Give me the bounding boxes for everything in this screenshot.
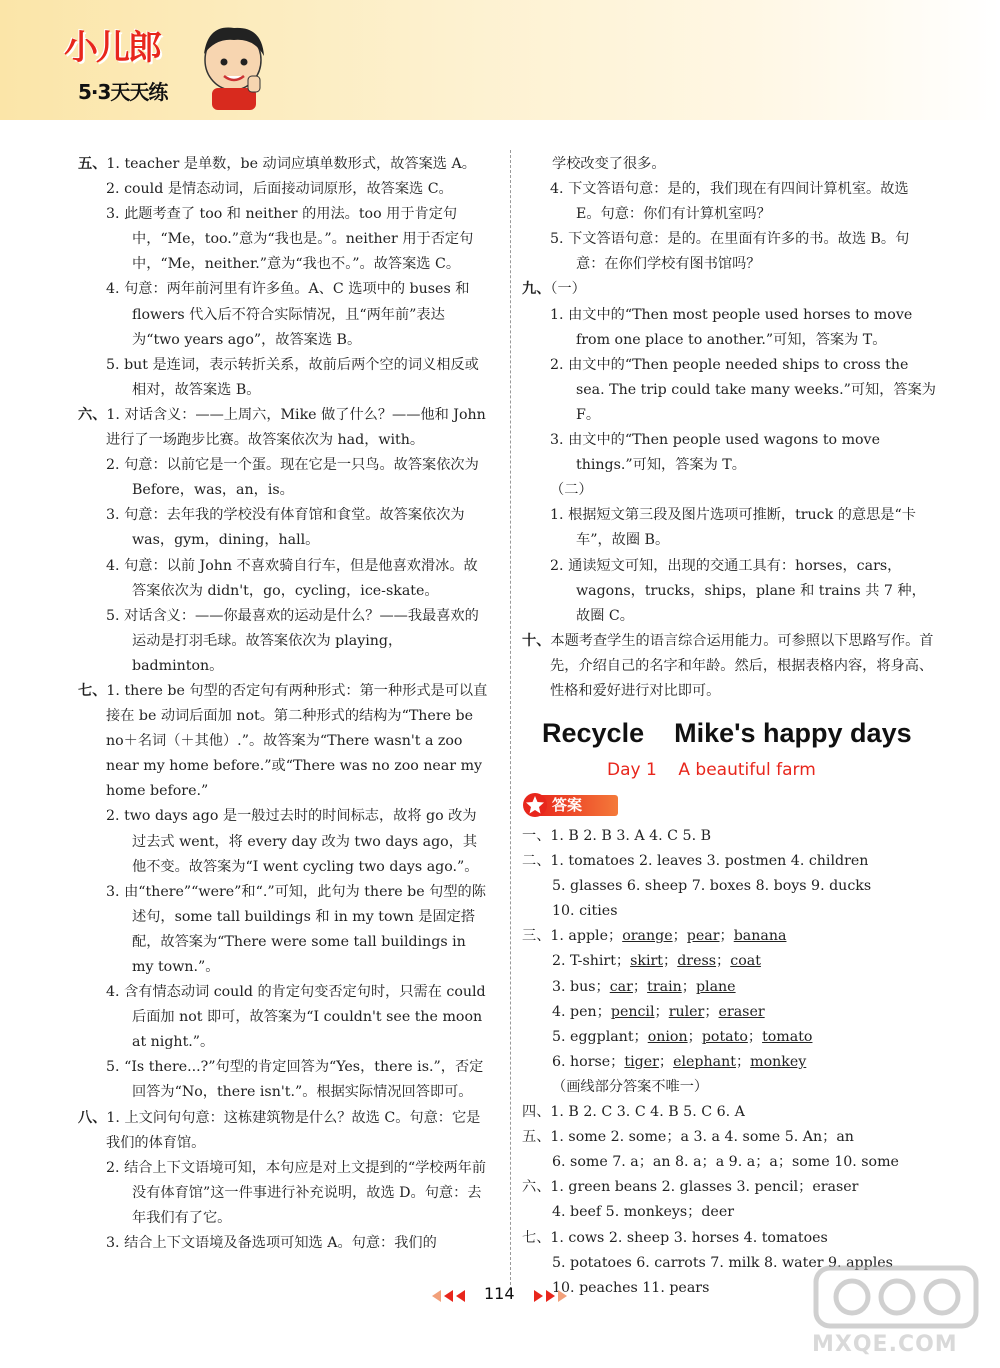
answer-badge — [522, 792, 620, 818]
item-number: 3. — [550, 432, 564, 449]
item-text: 下文答语句意：是的，我们现在有四间计算机室。故选 E。句意：你们有计算机室吗？ — [568, 181, 909, 223]
item-text: “Is there...?”句型的肯定回答为“Yes，there is.”，否定回答为“No，there isn't.”。根据实际情况回答即可。 — [124, 1059, 484, 1101]
explanation-item — [522, 303, 936, 353]
underlined-word: monkey — [750, 1053, 807, 1070]
explanation-item — [522, 152, 936, 177]
word-group-line: 三、1. apple；orange；pear；banana — [522, 928, 787, 945]
given-word: 2. T-shirt； — [552, 953, 631, 970]
item-text: 本题考查学生的语言综合运用能力。可参照以下思路写作。首先，介绍自己的名字和年龄。然后，根据表格内容，将身高、性格和爱好进行对比即可。 — [550, 632, 934, 699]
unit-title: Recycle Mike's happy days — [542, 718, 912, 748]
prev-arrow-icon — [444, 1290, 453, 1302]
item-number: 2. — [106, 457, 120, 474]
item-number: （一） — [550, 281, 586, 298]
column-divider — [510, 150, 511, 1290]
underlined-word: banana — [733, 928, 787, 945]
item-text: 上文问句句意：这栋建筑物是什么？故选 C。句意：它是我们的体育馆。 — [106, 1109, 481, 1151]
explanation-item — [78, 604, 490, 679]
item-number: 1. — [106, 682, 120, 699]
item-number: 2. — [550, 356, 564, 373]
underlined-word: onion — [647, 1028, 688, 1045]
item-text: but 是连词，表示转折关系，故前后两个空的词义相反或相对，故答案选 B。 — [124, 356, 479, 398]
item-number: 4. — [106, 984, 120, 1001]
item-text: 由文中的“Then people used wagons to move things.”可知，答案为 T。 — [568, 432, 880, 474]
item-text: 结合上下文语境及备选项可知选 A。句意：我们的 — [124, 1235, 437, 1252]
item-text: 句意：两年前河里有许多鱼。A、C 选项中的 buses 和 flowers 代入后不符合实际情况，且“两年前”表达为“two years ago”，故答案选 B。 — [124, 281, 470, 348]
underlined-word: orange — [622, 928, 673, 945]
item-text: 此题考查了 too 和 neither 的用法。too 用于肯定句中，“Me，too.”意为“我也是。”。neither 用于否定句中，“Me，neither.”意为“我也不。”。故答案选 C。 — [124, 206, 474, 273]
underlined-word: tiger — [624, 1053, 659, 1070]
item-text: 通读短文可知，出现的交通工具有：horses，cars，wagons，trucks，ships，plane 和 trains 共 7 种，故圈 C。 — [568, 557, 926, 624]
item-text: 根据短文第三段及图片选项可推断，truck 的意思是“卡车”，故圈 B。 — [568, 507, 916, 549]
explanation-item — [78, 177, 490, 202]
given-word: 1. apple； — [550, 928, 623, 945]
underlined-word: potato — [701, 1028, 748, 1045]
answer-line: 四、1. B 2. C 3. C 4. B 5. C 6. A — [522, 1104, 745, 1121]
section-label: 七、 — [78, 682, 107, 699]
item-number: 3. — [106, 883, 120, 900]
explanation-item — [78, 403, 490, 453]
section-label: 八、 — [78, 1109, 107, 1126]
section-label: 五、 — [78, 156, 107, 172]
item-text: 结合上下文语境可知，本句应是对上文提到的“学校两年前没有体育馆”这一件事进行补充说明，故选 D。句意：去年我们有了它。 — [124, 1159, 487, 1226]
item-number: 3. — [106, 1235, 120, 1252]
item-number: 3. — [106, 206, 120, 223]
watermark-text: MXQE.COM — [812, 1332, 958, 1357]
section-label: 三、 — [522, 928, 551, 945]
answer-line: 五、1. some 2. some；a 3. a 4. some 5. An；an — [522, 1129, 854, 1146]
word-group-line: 4. pen；pencil；ruler；eraser — [552, 1003, 765, 1020]
answer-line: 六、1. green beans 2. glasses 3. pencil；eraser — [522, 1179, 859, 1196]
answer-badge-label: 答案 — [552, 796, 583, 814]
explanation-item — [78, 880, 490, 980]
word-group-line: 5. eggplant；onion；potato；tomato — [552, 1028, 813, 1045]
item-number: 3. — [106, 507, 120, 524]
item-text: teacher 是单数，be 动词应填单数形式，故答案选 A。 — [124, 156, 476, 172]
explanation-item — [78, 277, 490, 352]
item-number: 2. — [106, 1159, 120, 1176]
given-word: 3. bus； — [552, 978, 610, 995]
right-column — [522, 152, 936, 704]
next-arrow-icon — [558, 1290, 567, 1302]
answer-line: 一、1. B 2. B 3. A 4. C 5. B — [522, 828, 712, 844]
lesson-title: Day 1 A beautiful farm — [607, 760, 816, 780]
word-group-line: 6. horse；tiger；elephant；monkey — [552, 1053, 807, 1070]
item-text: 句意：以前它是一个蛋。现在它是一只鸟。故答案依次为 Before，was，an，is。 — [124, 457, 479, 499]
item-text: 句意：去年我的学校没有体育馆和食堂。故答案依次为 was，gym，dining，hall。 — [124, 507, 465, 549]
word-group-answers — [522, 924, 942, 1075]
page-footer — [424, 1284, 584, 1308]
item-number: 2. — [106, 181, 120, 198]
explanation-item — [522, 478, 936, 503]
item-text: 由文中的“Then most people used horses to move from one place to another.”可知，答案为 T。 — [568, 306, 913, 348]
explanation-item — [78, 202, 490, 277]
underlined-word: tomato — [762, 1028, 813, 1045]
logo-subtitle: 5·3天天练 — [78, 80, 168, 104]
item-text: 对话含义：——你最喜欢的运动是什么？——我最喜欢的运动是打羽毛球。故答案依次为 playing，badminton。 — [124, 607, 479, 674]
item-text: 由“there”“were”和“.”可知，此句为 there be 句型的陈述句，some tall buildings 和 in my town 是固定搭配，故答案为“There were some tall buildings in my town.”。 — [124, 883, 486, 975]
item-number: 5. — [106, 356, 120, 373]
underlined-word: car — [609, 978, 633, 995]
given-word: 4. pen； — [552, 1003, 611, 1020]
underlined-word: eraser — [718, 1003, 765, 1020]
explanation-item — [522, 428, 936, 478]
explanation-item — [78, 1055, 490, 1105]
explanation-item — [78, 804, 490, 879]
item-number: 1. — [106, 1109, 120, 1126]
section-label: 六、 — [78, 406, 107, 423]
answer-line: 5. potatoes 6. carrots 7. milk 8. water 9. apples — [552, 1254, 893, 1271]
underlined-word: coat — [730, 953, 761, 970]
explanation-item — [78, 353, 490, 403]
answer-key — [522, 824, 942, 1301]
explanation-item — [522, 353, 936, 428]
given-word: 5. eggplant； — [552, 1028, 648, 1045]
mascot-icon — [188, 18, 278, 113]
answer-line: 七、1. cows 2. sheep 3. horses 4. tomatoes — [522, 1229, 828, 1246]
section-label: 九、 — [522, 281, 551, 298]
underlined-word: dress — [677, 953, 717, 970]
prev-arrow-icon — [432, 1290, 441, 1302]
word-group-line: 2. T-shirt；skirt；dress；coat — [552, 953, 761, 970]
item-text: 含有情态动词 could 的肯定句变否定句时，只需在 could 后面加 not 即可，故答案为“I couldn't see the moon at night.”。 — [124, 984, 486, 1051]
left-column — [78, 152, 490, 1256]
explanation-item — [78, 1106, 490, 1156]
item-text: 对话含义：——上周六，Mike 做了什么？——他和 John 进行了一场跑步比赛。故答案依次为 had，with。 — [106, 406, 486, 449]
explanation-item — [522, 629, 936, 704]
next-arrow-icon — [546, 1290, 555, 1302]
item-number: 1. — [550, 306, 564, 323]
watermark-logo-icon — [812, 1262, 982, 1332]
underlined-word: pear — [686, 928, 720, 945]
item-number: 1. — [106, 156, 120, 172]
explanation-item — [78, 453, 490, 503]
item-text: two days ago 是一般过去时的时间标志，故将 go 改为过去式 went，将 every day 改为 two days ago，其他不变。故答案为“I went cycling two days ago.”。 — [124, 808, 479, 875]
answer-line: 6. some 7. a；an 8. a；a 9. a；a；some 10. some — [552, 1154, 899, 1171]
explanation-item — [522, 554, 936, 629]
explanation-item — [522, 177, 936, 227]
item-number: 4. — [106, 281, 120, 298]
item-number: 5. — [550, 231, 564, 248]
explanation-item — [78, 1156, 490, 1231]
explanation-item — [78, 503, 490, 553]
underlined-word: train — [647, 978, 682, 995]
item-number: （二） — [550, 482, 593, 499]
explanation-item — [78, 554, 490, 604]
answer-line: 5. glasses 6. sheep 7. boxes 8. boys 9. ducks — [552, 878, 872, 895]
brand-logo — [60, 16, 240, 111]
item-number: 4. — [550, 181, 564, 198]
explanation-item — [78, 679, 490, 804]
explanation-item — [522, 227, 936, 277]
item-text: there be 句型的否定句有两种形式：第一种形式是可以直接在 be 动词后面加 not。第二种形式的结构为“There be no＋名词（＋其他）.”。故答案为“There wasn't a zoo near my home before.”或“There was no zoo near my home before.” — [106, 682, 488, 800]
watermark — [812, 1262, 992, 1362]
item-text: could 是情态动词，后面接动词原形，故答案选 C。 — [124, 181, 453, 198]
explanation-item — [78, 152, 490, 177]
underlined-word: skirt — [630, 953, 664, 970]
item-text: 下文答语句意：是的。在里面有许多的书。故选 B。句意：在你们学校有图书馆吗？ — [568, 231, 910, 273]
item-number: 2. — [106, 808, 120, 825]
underlined-word: pencil — [610, 1003, 655, 1020]
explanation-item — [78, 1231, 490, 1256]
item-text: 由文中的“Then people needed ships to cross the sea. The trip could take many weeks.”可知，答案为 F。 — [568, 356, 936, 423]
underlined-word: elephant — [673, 1053, 736, 1070]
item-number: 1. — [550, 507, 564, 524]
answer-line: 4. beef 5. monkeys；deer — [552, 1204, 734, 1221]
page-number: 114 — [484, 1284, 515, 1303]
explanation-item — [522, 503, 936, 553]
logo-title: 小儿郎 — [64, 28, 160, 68]
item-text: 句意：以前 John 不喜欢骑自行车，但是他喜欢滑冰。故答案依次为 didn't，go，cycling，ice-skate。 — [124, 557, 478, 599]
explanation-item — [78, 980, 490, 1055]
answer-line: 二、1. tomatoes 2. leaves 3. postmen 4. children — [522, 853, 869, 870]
prev-arrow-icon — [456, 1290, 465, 1302]
section-label: 十、 — [522, 632, 551, 649]
explanation-item — [522, 277, 936, 302]
item-number: 5. — [106, 607, 120, 624]
item-number: 1. — [106, 406, 120, 423]
item-number: 2. — [550, 557, 564, 574]
star-icon — [522, 792, 548, 818]
answer-line: 10. peaches 11. pears — [552, 1279, 710, 1296]
word-group-line: 3. bus；car；train；plane — [552, 978, 736, 995]
item-number: 5. — [106, 1059, 120, 1076]
item-text: 学校改变了很多。 — [552, 156, 666, 172]
given-word: 6. horse； — [552, 1053, 625, 1070]
next-arrow-icon — [534, 1290, 543, 1302]
item-number: 4. — [106, 557, 120, 574]
underlined-word: plane — [695, 978, 736, 995]
answer-note: （画线部分答案不唯一） — [552, 1078, 709, 1095]
underlined-word: ruler — [668, 1003, 705, 1020]
answer-line: 10. cities — [552, 903, 618, 920]
